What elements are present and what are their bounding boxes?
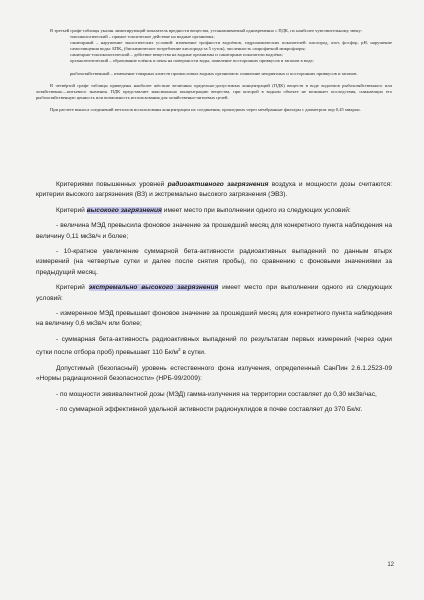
list-item: - по мощности эквивалентной дозы (МЭД) гамма-излучения на территории составляет до 0,30 мкЗв/час,	[56, 390, 377, 398]
emphasis-text: радиоактивного загрязнения	[167, 181, 269, 188]
high-pollution-paragraph	[36, 206, 392, 216]
list-item: - величина МЭД превысила фоновое значение за прошедший месяц для конкретного пункта наблюдения на величину 0,11 мкЗв/ч и более;	[36, 222, 392, 240]
highlighted-term: высокого загрязнения	[86, 206, 162, 214]
note-paragraph: В третьей графе таблицы указан лимитирующий показатель вредности вещества, устанавливаемый одновременно с ПДК, по наиболее чувствительному звену:	[50, 28, 363, 33]
note-paragraph: органолептический – образование плёнок и пены на поверхности воды, появление посторонних привкусов и запахов в воде;	[70, 58, 314, 64]
list-item: - по суммарной эффективной удельной активности радионуклидов в почве составляет до 370 Бк/кг.	[56, 406, 363, 414]
extreme-pollution-paragraph	[36, 283, 392, 304]
text-run: Критерий	[56, 206, 87, 214]
note-paragraph: рыбохозяйственный – изменение товарных качеств промысловых водных организмов: появление неприятных и посторонних привкусов и запахов.	[70, 70, 358, 76]
text-run: Критерий	[56, 284, 89, 292]
note-paragraph: В четвёртой графе таблицы приведены наиболее жёсткие величины предельно-допустимых концентраций (ПДК) веществ в воде водоемов рыбохозяйственного или хозяйственно—питьевого значения. ПДК представляет максимально концентрацию вещества, при которой в водном объекте не возникает последствия, снижающих его рыбохозяйственную ценность или возможность использования для хозяйственно-питьевых целей.	[36, 82, 392, 100]
text-run: Критериями повышенных уровней	[56, 181, 168, 188]
list-item: - 10-кратное увеличение суммарной бета-активности радиоактивных выпадений по данным втырх измерений (на четвертые сутки и далее после снятия пробы), по сравнению с фоновыми значениями за предыдущий месяц.	[36, 248, 392, 276]
list-item	[36, 335, 392, 359]
table-notes-section	[36, 28, 392, 113]
list-item: - измеренное МЭД превышает фоновое значение за прошедший месяц для конкретного пункта наблюдения на величину 0,6 мкЗв/ч или более;	[36, 310, 392, 328]
highlighted-term: экстремально высокого загрязнения	[88, 284, 219, 292]
note-paragraph: санитарный – нарушение экологических условий: изменение трофности водоёмов, гидрохимических показателей: кислород, азот, фосфор, pH, нарушение самоочищения воды: БПК₅ (биохимическое потребление кислорода за 5 суток), численность сапрофитной микрофлоры;	[70, 40, 392, 52]
page-number: 12	[387, 562, 394, 568]
criteria-intro-paragraph	[36, 180, 392, 201]
text-run: воздуха и мощности дозы считаются: критерии высокого загрязнения (ВЗ) и экстремально высокого загрязнения (ЭВЗ).	[36, 181, 392, 199]
radiation-criteria-section	[36, 180, 392, 416]
text-run: в сутки.	[180, 349, 206, 357]
superscript: 2	[178, 347, 181, 353]
note-paragraph: При расчете выноса соединений металлов использованы концентрации их соединения, прошедших через мембранные фильтры с диаметром пор 0,45 микрон.	[50, 106, 361, 112]
note-paragraph: токсикологический – прямое токсическое действие на водные организмы;	[70, 34, 215, 40]
text-run: имеет место при выполнении одного из следующих условий:	[36, 284, 392, 302]
safe-level-paragraph: Допустимый (безопасный) уровень естественного фона излучения, определенный СанПин 2.6.1.2523-09 «Нормы радиационной безопасности» (НРБ-99/2009):	[36, 364, 392, 383]
note-paragraph: санитарно-токсикологический – действие вещества на водные организмы и санитарные показатели водоёма;	[70, 52, 283, 58]
text-run: имеет место при выполнении одного из следующих условий:	[161, 206, 351, 214]
text-run: - суммарная бета-активность радиоактивных выпадений по результатам первых измерений (через одни сутки после отбора проб) превышает 110 Бк/м	[36, 335, 392, 357]
